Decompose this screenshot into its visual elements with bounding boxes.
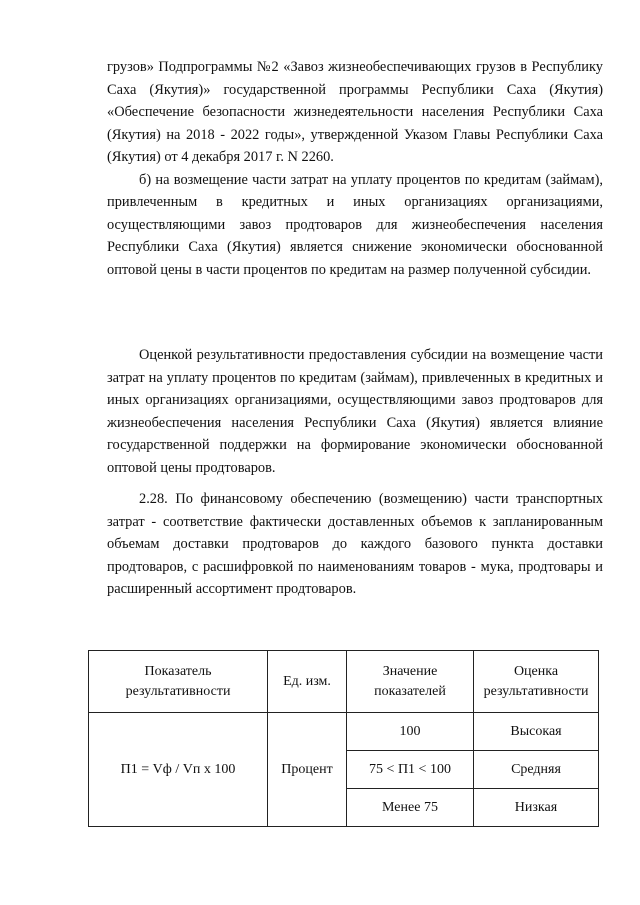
rating-cell: Высокая <box>474 713 599 751</box>
paragraph-2-28: 2.28. По финансовому обеспечению (возмещению) части транспортных затрат - соответствие фактически доставленных объемов к запланированным объемам доставки продтоваров до каждого базового пункта доставки продтоваров, с расшифровкой по наименованиям товаров - мука, продтовары и расширенный ассортимент продтоваров. <box>107 491 603 597</box>
header-unit: Ед. изм. <box>268 651 347 713</box>
paragraph-item-b: б) на возмещение части затрат на уплату процентов по кредитам (займам), привлеченным в кредитных и иных организациях организациями, осуществляющими завоз продтоваров для жизнеобеспечения населения Республики Саха (Якутия) является снижение экономически обоснованной оптовой цены в части процентов по кредитам на размер полученной субсидии. <box>107 171 603 278</box>
value-cell: 75 < П1 < 100 <box>347 751 474 789</box>
text-block-upper <box>107 56 603 281</box>
paragraph-program-reference: грузов» Подпрограммы №2 «Завоз жизнеобеспечивающих грузов в Республику Саха (Якутия)» государственной программы Республики Саха (Якутия) «Обеспечение безопасности жизнедеятельности населения Республики Саха (Якутия) на 2018 - 2022 годы», утвержденной Указом Главы Республики Саха (Якутия) от 4 декабря 2017 г. N 2260. <box>107 59 603 165</box>
effectiveness-table <box>88 650 599 827</box>
header-values: Значение показателей <box>347 651 474 713</box>
paragraph-effectiveness-assessment: Оценкой результативности предоставления субсидии на возмещение части затрат на уплату процентов по кредитам (займам), привлеченных в кредитных и иных организациях организациями, осуществляющими завоз продтоваров для жизнеобеспечения населения Республики Саха (Якутия) является влияние государственной поддержки на формирование экономически обоснованной оптовой цены продтоваров. <box>107 347 603 476</box>
text-block-middle <box>107 344 603 479</box>
formula-cell: П1 = Vф / Vп х 100 <box>89 713 268 827</box>
value-cell: 100 <box>347 713 474 751</box>
header-indicator: Показатель результативности <box>89 651 268 713</box>
header-rating: Оценка результативности <box>474 651 599 713</box>
rating-cell: Средняя <box>474 751 599 789</box>
text-block-lower <box>107 488 603 601</box>
rating-cell: Низкая <box>474 789 599 827</box>
table-header-row <box>89 651 599 713</box>
value-cell: Менее 75 <box>347 789 474 827</box>
unit-cell: Процент <box>268 713 347 827</box>
table-row <box>89 713 599 751</box>
